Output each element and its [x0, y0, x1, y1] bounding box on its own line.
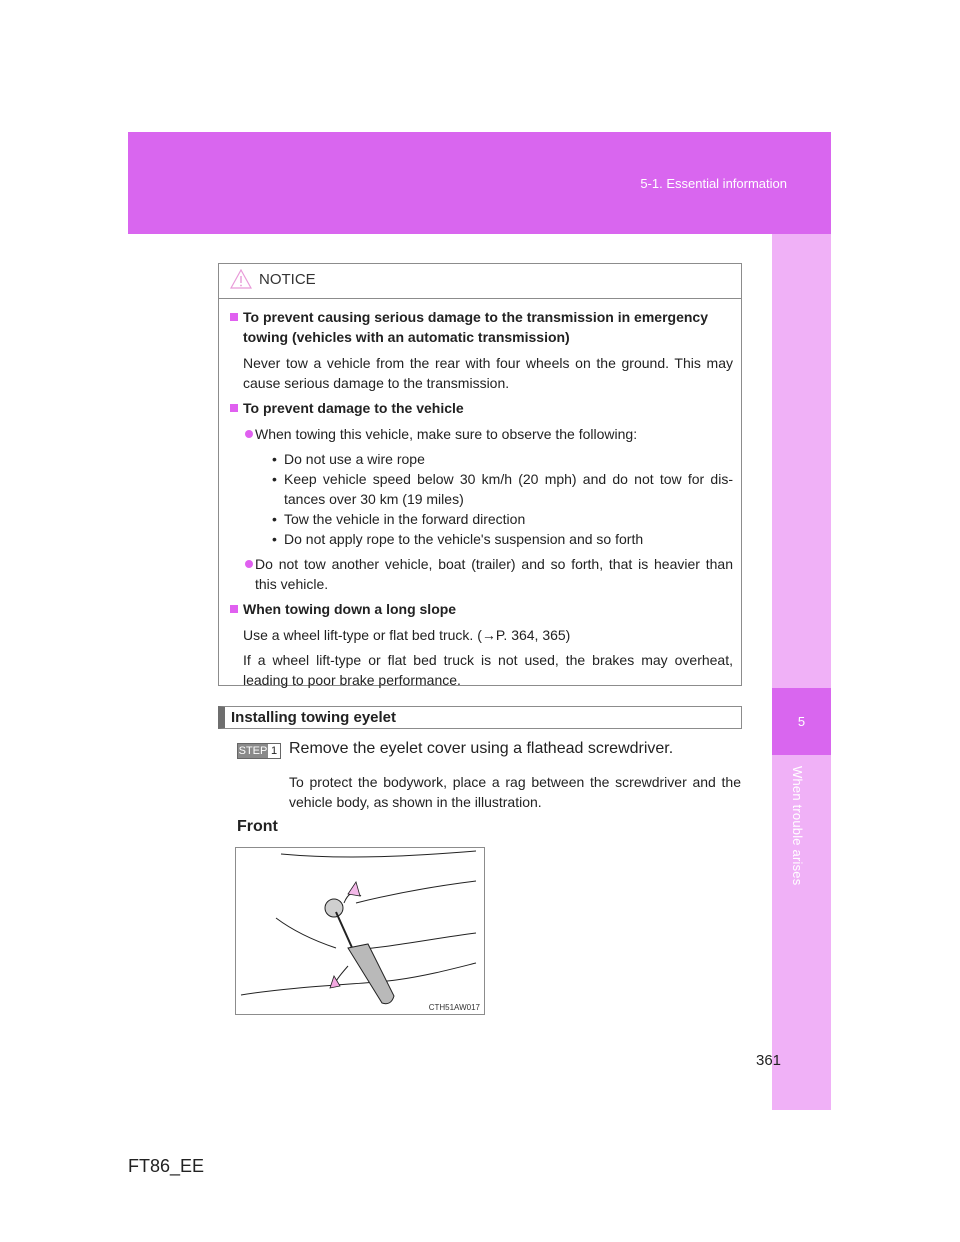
- list-item: • Do not apply rope to the vehicle's suspension and so forth: [272, 529, 733, 549]
- notice-header: [219, 264, 741, 299]
- notice-heading: To prevent causing serious damage to the transmission in emergency towing (vehicles with an automatic transmission): [227, 307, 733, 347]
- step-badge: [237, 743, 281, 759]
- chapter-label: When trouble arises: [790, 766, 805, 886]
- figure-code: CTH51AW017: [428, 1003, 480, 1012]
- notice-text: Use a wheel lift-type or flat bed truck. (→P. 364, 365): [243, 627, 571, 643]
- step-note: To protect the bodywork, place a rag between the screwdriver and the vehicle body, as shown in the illustration.: [289, 774, 741, 810]
- page-number: 361: [756, 1052, 782, 1069]
- header-band: [128, 132, 831, 234]
- notice-heading: When towing down a long slope: [227, 599, 733, 619]
- bullet-item: When towing this vehicle, make sure to observe the following:: [227, 424, 733, 444]
- figure-label: Front: [237, 818, 278, 835]
- screwdriver-illustration: [236, 848, 484, 1014]
- step-label: STEP: [238, 745, 268, 757]
- section-title: Installing towing eyelet: [218, 706, 742, 729]
- notice-body: [219, 299, 741, 690]
- document-id: FT86_EE: [128, 1156, 205, 1176]
- step-instruction: Remove the eyelet cover using a flathead screwdriver.: [289, 740, 674, 757]
- notice-box: [218, 263, 742, 686]
- list-item: • Do not use a wire rope: [272, 449, 733, 469]
- step-number: 1: [268, 744, 280, 758]
- chapter-number: 5: [772, 688, 831, 755]
- section-header: 5-1. Essential information: [640, 176, 787, 191]
- notice-text: Never tow a vehicle from the rear with four wheels on the ground. This may cause serious damage to the transmission.: [243, 355, 733, 391]
- list-item: • Tow the vehicle in the forward direction: [272, 509, 733, 529]
- list-item: • Keep vehicle speed below 30 km/h (20 mph) and do not tow for dis- tances over 30 km (19 miles): [272, 469, 733, 509]
- notice-title: NOTICE: [259, 271, 316, 288]
- warning-icon: [230, 269, 252, 289]
- sub-list: [227, 449, 733, 549]
- notice-text: If a wheel lift-type or flat bed truck is not used, the brakes may overheat, leading to poor brake performance.: [243, 652, 733, 688]
- notice-heading: To prevent damage to the vehicle: [227, 398, 733, 418]
- chapter-tab: [772, 234, 831, 1110]
- towing-eyelet-illustration: [235, 847, 485, 1015]
- bullet-item: Do not tow another vehicle, boat (trailer) and so forth, that is heavier than this vehicle.: [227, 554, 733, 594]
